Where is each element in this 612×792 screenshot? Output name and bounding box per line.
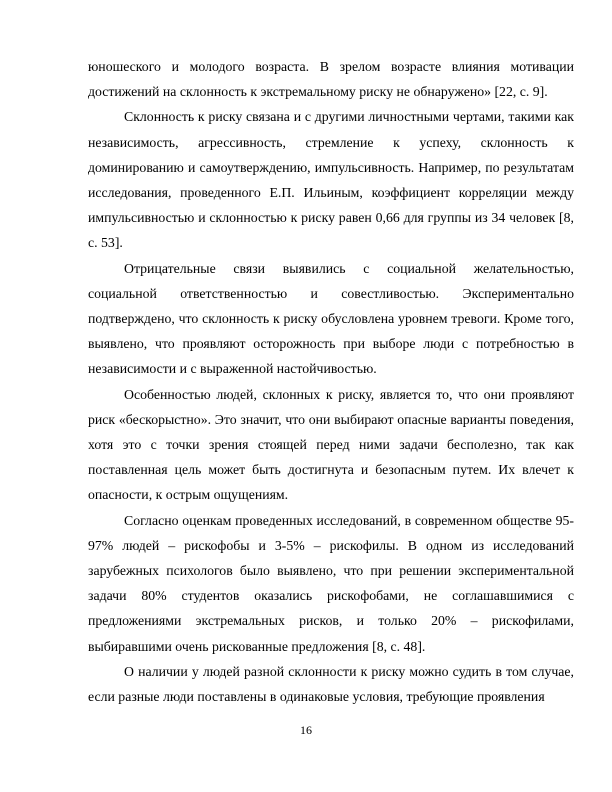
paragraph-3: Отрицательные связи выявились с социальной желательностью, социальной ответственностью и совестливостью. Экспериментально подтверждено, что склонность к риску обусловлена уровнем тревоги. Кроме того, выявлено, что проявляют осторожность при выборе люди с потребностью в независимости и с выраженной настойчивостью. [88, 260, 574, 377]
page-number: 16 [300, 723, 312, 737]
paragraph-2: Склонность к риску связана и с другими личностными чертами, такими как независимость, агрессивность, стремление к успеху, склонность к доминированию и самоутверждению, импульсивность. Например, по результатам исследования, проведенного Е.П. Ильиным, коэффициент корреляции между импульсивностью и склонностью к риску равен 0,66 для группы из 34 человек [8, с. 53]. [88, 109, 574, 251]
paragraph-1: юношеского и молодого возраста. В зрелом возрасте влияния мотивации достижений на склонность к экстремальному риску не обнаружено» [22, с. 9]. [88, 59, 574, 100]
text-body [88, 54, 574, 709]
paragraph-4: Особенностью людей, склонных к риску, является то, что они проявляют риск «бескорыстно». Это значит, что они выбирают опасные варианты поведения, хотя это с точки зрения стоящей перед ними задачи бесполезно, так как поставленная цель может быть достигнута и безопасным путем. Их влечет к опасности, к острым ощущениям. [88, 386, 574, 503]
paragraph-5: Согласно оценкам проведенных исследований, в современном обществе 95-97% людей – рискофобы и 3-5% – рискофилы. В одном из исследований зарубежных психологов было выявлено, что при решении экспериментальной задачи 80% студентов оказались рискофобами, не соглашавшимися с предложениями экстремальных рисков, и только 20% – рискофилами, выбиравшими очень рискованные предложения [8, с. 48]. [88, 512, 574, 654]
paragraph-6: О наличии у людей разной склонности к риску можно судить в том случае, если разные люди поставлены в одинаковые условия, требующие проявления [88, 663, 574, 705]
